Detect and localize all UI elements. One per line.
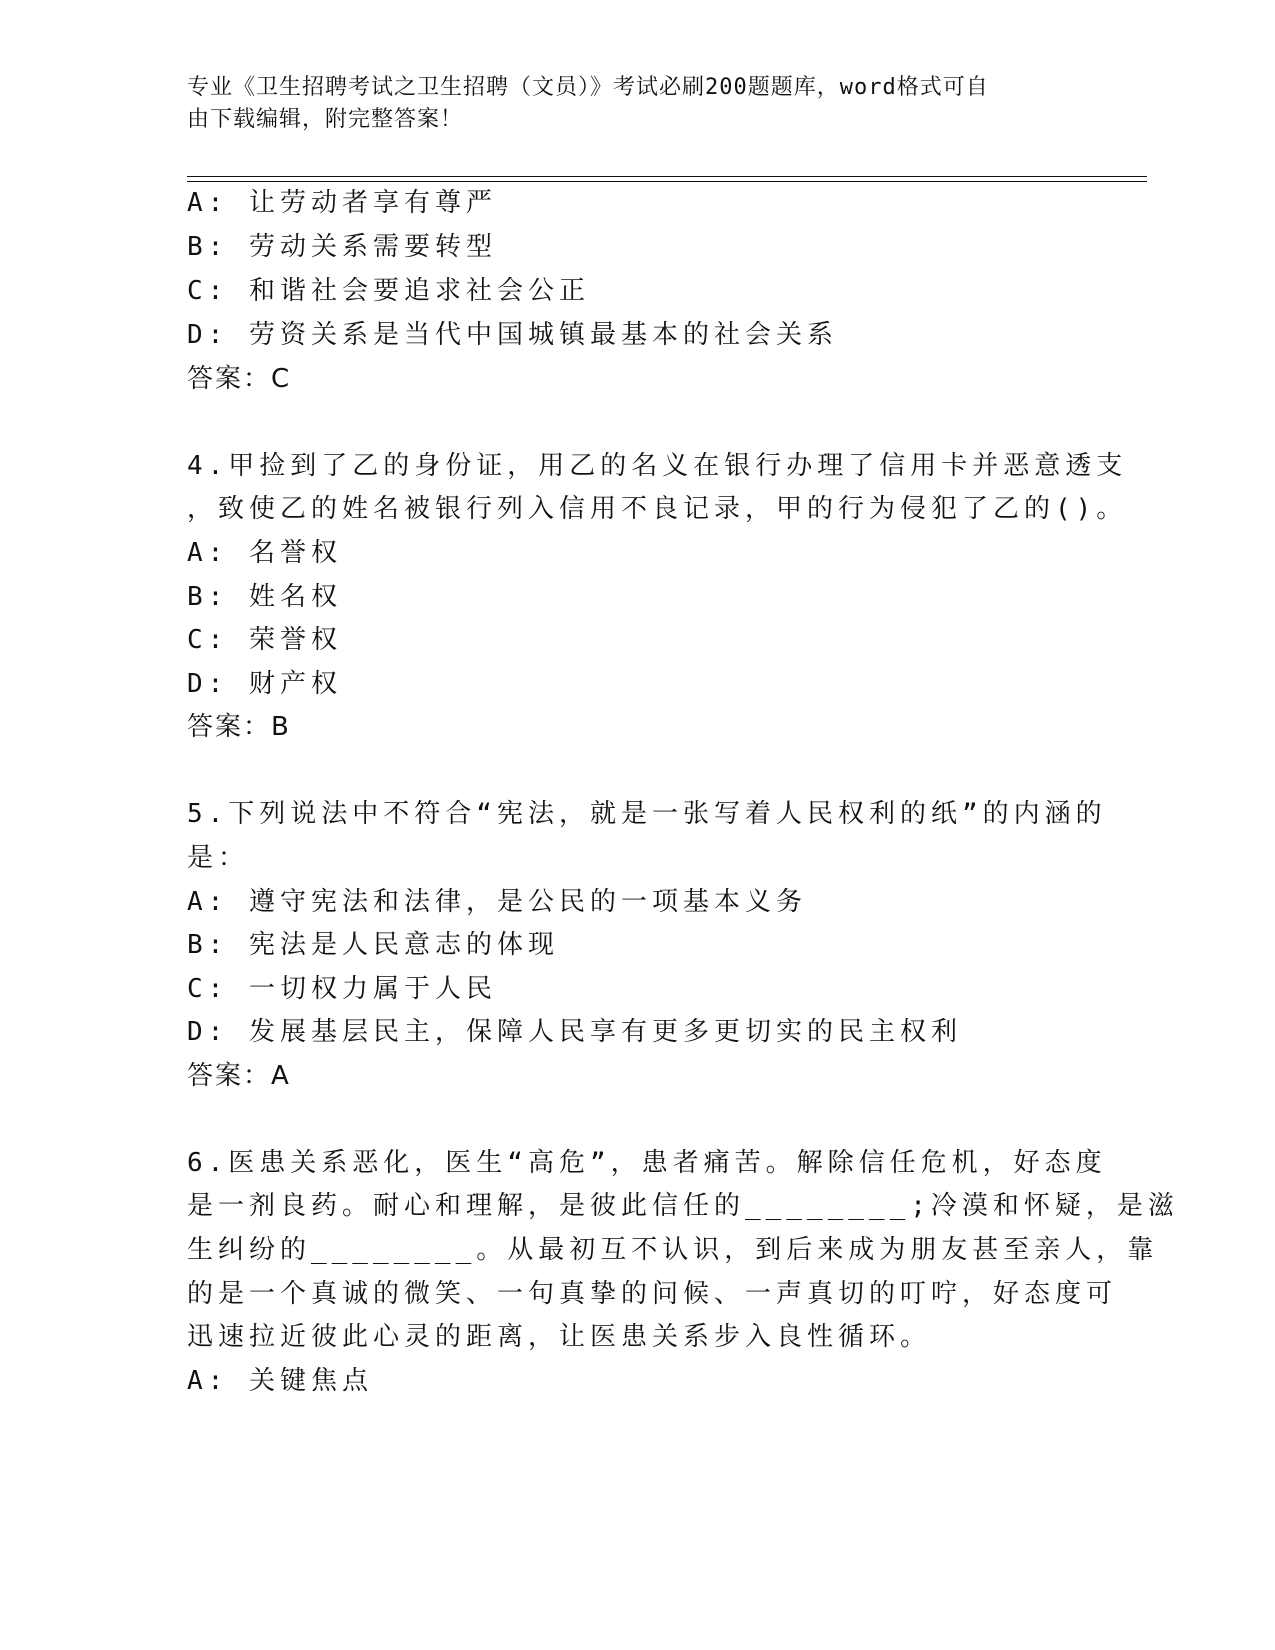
- q6-stem-line-2: 是一剂良药。耐心和理解，是彼此信任的________;冷漠和怀疑，是滋: [187, 1191, 1179, 1221]
- header-divider-bottom: [187, 181, 1147, 182]
- q5-answer: 答案：A: [187, 1061, 291, 1091]
- q5-stem-line-1: 5.下列说法中不符合“宪法，就是一张写着人民权利的纸”的内涵的: [187, 799, 1107, 829]
- document-header: [187, 72, 1067, 136]
- q6-stem-line-1: 6.医患关系恶化，医生“高危”，患者痛苦。解除信任危机，好态度: [187, 1148, 1107, 1178]
- q6-stem-line-4: 的是一个真诚的微笑、一句真挚的问候、一声真切的叮咛，好态度可: [187, 1279, 1118, 1309]
- q3-option-b: B: 劳动关系需要转型: [187, 232, 497, 262]
- q6-stem-line-3: 生纠纷的________。从最初互不认识，到后来成为朋友甚至亲人，靠: [187, 1235, 1159, 1265]
- q4-answer: 答案：B: [187, 712, 291, 742]
- q5-stem-line-2: 是：: [187, 843, 250, 873]
- header-divider-top: [187, 176, 1147, 177]
- q4-option-a: A: 名誉权: [187, 538, 342, 568]
- header-line-1: 专业《卫生招聘考试之卫生招聘（文员）》考试必刷200题题库，word格式可自: [187, 75, 989, 100]
- q4-option-b: B: 姓名权: [187, 582, 342, 612]
- q4-stem-line-1: 4.甲捡到了乙的身份证，用乙的名义在银行办理了信用卡并恶意透支: [187, 451, 1128, 481]
- q4-option-d: D: 财产权: [187, 669, 342, 699]
- q5-option-b: B: 宪法是人民意志的体现: [187, 930, 559, 960]
- q3-option-d: D: 劳资关系是当代中国城镇最基本的社会关系: [187, 320, 838, 350]
- q5-option-c: C: 一切权力属于人民: [187, 974, 497, 1004]
- q4-stem-line-2: ，致使乙的姓名被银行列入信用不良记录，甲的行为侵犯了乙的()。: [187, 494, 1128, 524]
- q6-stem-line-5: 迅速拉近彼此心灵的距离，让医患关系步入良性循环。: [187, 1322, 932, 1352]
- q3-answer: 答案：C: [187, 364, 292, 394]
- q6-option-a: A: 关键焦点: [187, 1366, 373, 1396]
- q5-option-d: D: 发展基层民主，保障人民享有更多更切实的民主权利: [187, 1017, 962, 1047]
- q3-option-c: C: 和谐社会要追求社会公正: [187, 276, 590, 306]
- q5-option-a: A: 遵守宪法和法律，是公民的一项基本义务: [187, 887, 807, 917]
- q4-option-c: C: 荣誉权: [187, 625, 342, 655]
- header-line-2: 由下载编辑，附完整答案！: [187, 107, 464, 132]
- q3-option-a: A: 让劳动者享有尊严: [187, 188, 497, 218]
